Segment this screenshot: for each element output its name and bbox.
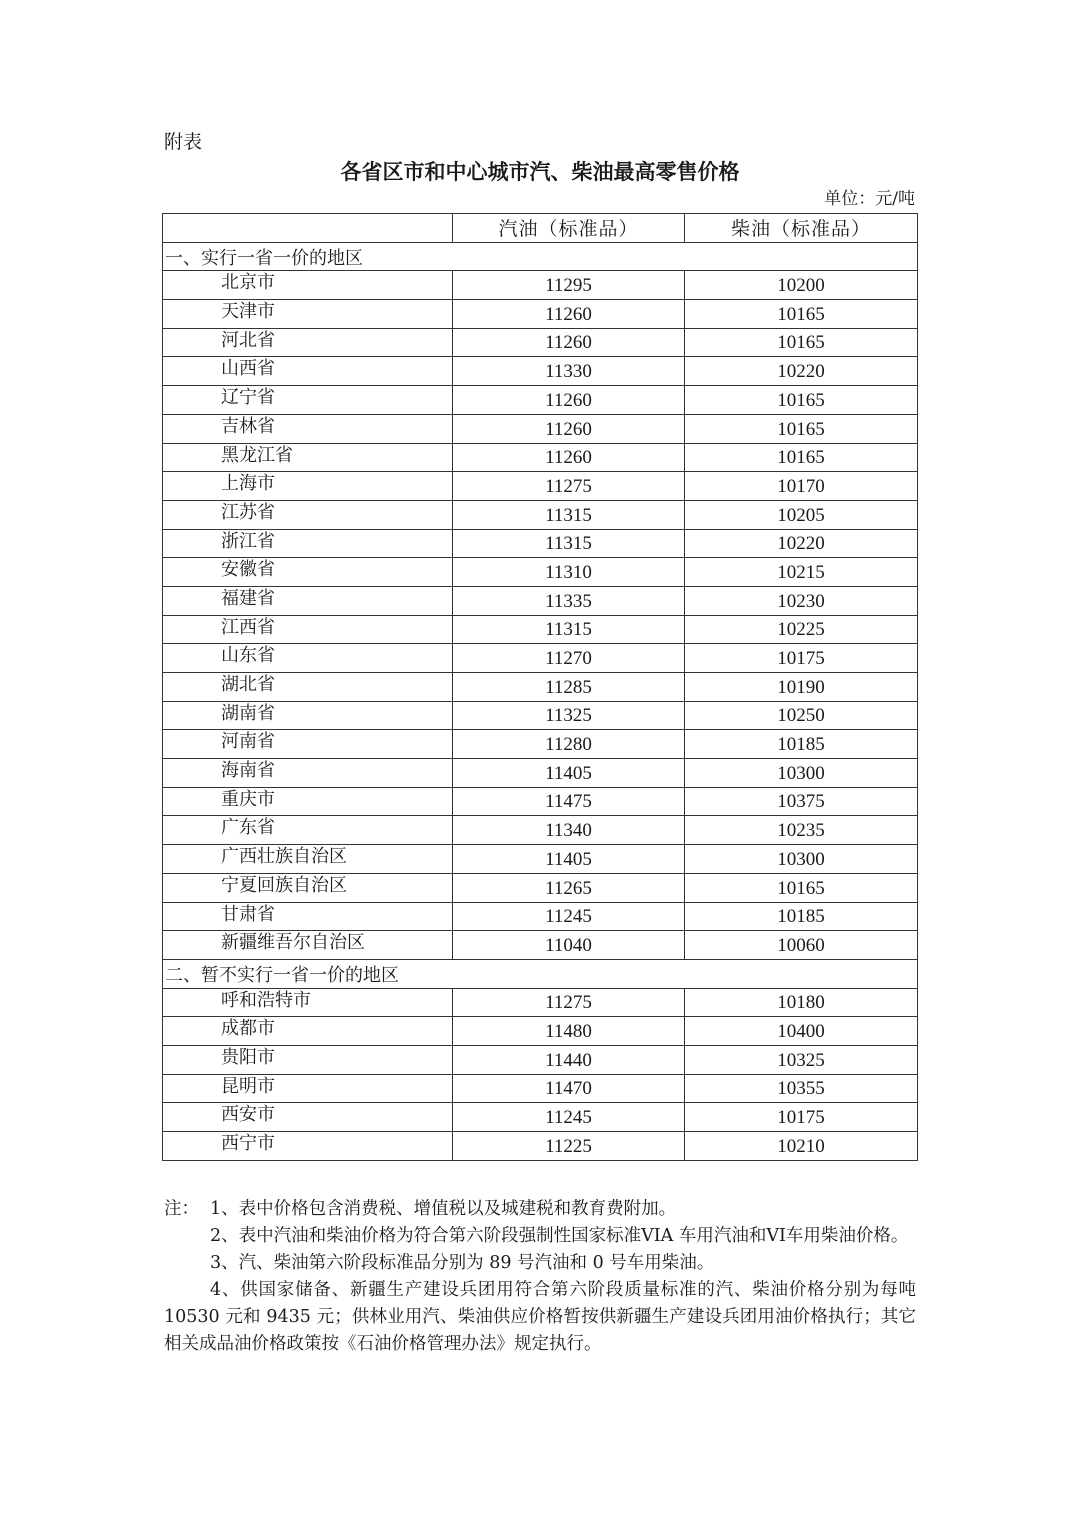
gasoline-price: 11405 [453, 845, 685, 874]
gasoline-price: 11245 [453, 902, 685, 931]
header-diesel: 柴油（标准品） [685, 214, 918, 243]
table-row [163, 615, 918, 644]
table-row [163, 271, 918, 300]
diesel-price: 10180 [685, 988, 918, 1017]
region-name: 湖北省 [163, 673, 453, 702]
diesel-price: 10250 [685, 701, 918, 730]
note-item-4: 4、供国家储备、新疆生产建设兵团用符合第六阶段质量标准的汽、柴油价格分别为每吨 10530 元和 9435 元；供林业用汽、柴油供应价格暂按供新疆生产建设兵团用油价格执行；其它相关成品油价格政策按《石油价格管理办法》规定执行。 [164, 1280, 916, 1354]
diesel-price: 10175 [685, 1103, 918, 1132]
table-row [163, 1074, 918, 1103]
diesel-price: 10165 [685, 414, 918, 443]
diesel-price: 10355 [685, 1074, 918, 1103]
region-name: 安徽省 [163, 558, 453, 587]
diesel-price: 10300 [685, 759, 918, 788]
region-name: 贵阳市 [163, 1045, 453, 1074]
gasoline-price: 11340 [453, 816, 685, 845]
table-row [163, 902, 918, 931]
table-row [163, 988, 918, 1017]
diesel-price: 10230 [685, 586, 918, 615]
table-row [163, 1103, 918, 1132]
gasoline-price: 11315 [453, 529, 685, 558]
gasoline-price: 11260 [453, 300, 685, 329]
header-region [163, 214, 453, 243]
section-label: 二、暂不实行一省一价的地区 [163, 959, 918, 988]
region-name: 黑龙江省 [163, 443, 453, 472]
region-name: 广东省 [163, 816, 453, 845]
table-row [163, 558, 918, 587]
diesel-price: 10165 [685, 443, 918, 472]
diesel-price: 10225 [685, 615, 918, 644]
diesel-price: 10205 [685, 500, 918, 529]
gasoline-price: 11295 [453, 271, 685, 300]
gasoline-price: 11260 [453, 414, 685, 443]
diesel-price: 10220 [685, 529, 918, 558]
diesel-price: 10200 [685, 271, 918, 300]
table-row [163, 873, 918, 902]
region-name: 广西壮族自治区 [163, 845, 453, 874]
table-row [163, 529, 918, 558]
header-gasoline: 汽油（标准品） [453, 214, 685, 243]
region-name: 吉林省 [163, 414, 453, 443]
diesel-price: 10170 [685, 472, 918, 501]
section-label: 一、实行一省一价的地区 [163, 242, 918, 271]
section-row [163, 959, 918, 988]
notes [164, 1196, 916, 1358]
region-name: 北京市 [163, 271, 453, 300]
note-item-2: 2、表中汽油和柴油价格为符合第六阶段强制性国家标准VIA 车用汽油和VI车用柴油价格。 [210, 1226, 909, 1246]
gasoline-price: 11260 [453, 443, 685, 472]
diesel-price: 10190 [685, 673, 918, 702]
price-table [162, 213, 918, 1161]
diesel-price: 10165 [685, 386, 918, 415]
table-row [163, 816, 918, 845]
region-name: 浙江省 [163, 529, 453, 558]
region-name: 湖南省 [163, 701, 453, 730]
gasoline-price: 11260 [453, 328, 685, 357]
table-row [163, 586, 918, 615]
gasoline-price: 11330 [453, 357, 685, 386]
table-row [163, 1132, 918, 1161]
region-name: 呼和浩特市 [163, 988, 453, 1017]
diesel-price: 10375 [685, 787, 918, 816]
region-name: 河北省 [163, 328, 453, 357]
table-row [163, 357, 918, 386]
table-row [163, 1045, 918, 1074]
gasoline-price: 11315 [453, 615, 685, 644]
table-row [163, 759, 918, 788]
gasoline-price: 11285 [453, 673, 685, 702]
table-row [163, 787, 918, 816]
gasoline-price: 11275 [453, 988, 685, 1017]
diesel-price: 10210 [685, 1132, 918, 1161]
table-row [163, 931, 918, 960]
diesel-price: 10325 [685, 1045, 918, 1074]
diesel-price: 10400 [685, 1017, 918, 1046]
table-row [163, 1017, 918, 1046]
region-name: 西宁市 [163, 1132, 453, 1161]
gasoline-price: 11260 [453, 386, 685, 415]
table-row [163, 673, 918, 702]
table-row [163, 730, 918, 759]
gasoline-price: 11470 [453, 1074, 685, 1103]
region-name: 宁夏回族自治区 [163, 873, 453, 902]
unit-label: 单位：元/吨 [824, 189, 915, 209]
diesel-price: 10165 [685, 300, 918, 329]
diesel-price: 10235 [685, 816, 918, 845]
region-name: 昆明市 [163, 1074, 453, 1103]
table-body [163, 242, 918, 1160]
region-name: 海南省 [163, 759, 453, 788]
region-name: 江西省 [163, 615, 453, 644]
region-name: 重庆市 [163, 787, 453, 816]
table-row [163, 472, 918, 501]
diesel-price: 10185 [685, 902, 918, 931]
region-name: 山东省 [163, 644, 453, 673]
gasoline-price: 11325 [453, 701, 685, 730]
table-header-row [163, 214, 918, 243]
table-row [163, 845, 918, 874]
region-name: 甘肃省 [163, 902, 453, 931]
table-row [163, 414, 918, 443]
gasoline-price: 11275 [453, 472, 685, 501]
diesel-price: 10060 [685, 931, 918, 960]
gasoline-price: 11335 [453, 586, 685, 615]
gasoline-price: 11225 [453, 1132, 685, 1161]
note-item-1 [164, 1196, 916, 1223]
gasoline-price: 11265 [453, 873, 685, 902]
diesel-price: 10165 [685, 873, 918, 902]
table-row [163, 300, 918, 329]
document-title: 各省区市和中心城市汽、柴油最高零售价格 [340, 160, 740, 184]
table-row [163, 500, 918, 529]
diesel-price: 10215 [685, 558, 918, 587]
region-name: 江苏省 [163, 500, 453, 529]
gasoline-price: 11280 [453, 730, 685, 759]
table-row [163, 328, 918, 357]
table-row [163, 386, 918, 415]
appendix-label: 附表 [164, 131, 203, 153]
notes-prefix: 注： [164, 1199, 199, 1219]
gasoline-price: 11315 [453, 500, 685, 529]
diesel-price: 10175 [685, 644, 918, 673]
diesel-price: 10165 [685, 328, 918, 357]
gasoline-price: 11405 [453, 759, 685, 788]
table-row [163, 644, 918, 673]
diesel-price: 10300 [685, 845, 918, 874]
gasoline-price: 11475 [453, 787, 685, 816]
region-name: 新疆维吾尔自治区 [163, 931, 453, 960]
gasoline-price: 11440 [453, 1045, 685, 1074]
region-name: 天津市 [163, 300, 453, 329]
gasoline-price: 11310 [453, 558, 685, 587]
diesel-price: 10185 [685, 730, 918, 759]
section-row [163, 242, 918, 271]
table-row [163, 443, 918, 472]
gasoline-price: 11270 [453, 644, 685, 673]
gasoline-price: 11245 [453, 1103, 685, 1132]
region-name: 山西省 [163, 357, 453, 386]
region-name: 辽宁省 [163, 386, 453, 415]
region-name: 福建省 [163, 586, 453, 615]
region-name: 河南省 [163, 730, 453, 759]
note-text-1: 1、表中价格包含消费税、增值税以及城建税和教育费附加。 [210, 1199, 677, 1219]
gasoline-price: 11040 [453, 931, 685, 960]
region-name: 上海市 [163, 472, 453, 501]
diesel-price: 10220 [685, 357, 918, 386]
gasoline-price: 11480 [453, 1017, 685, 1046]
region-name: 西安市 [163, 1103, 453, 1132]
table-row [163, 701, 918, 730]
note-item-3: 3、汽、柴油第六阶段标准品分别为 89 号汽油和 0 号车用柴油。 [210, 1253, 715, 1273]
region-name: 成都市 [163, 1017, 453, 1046]
